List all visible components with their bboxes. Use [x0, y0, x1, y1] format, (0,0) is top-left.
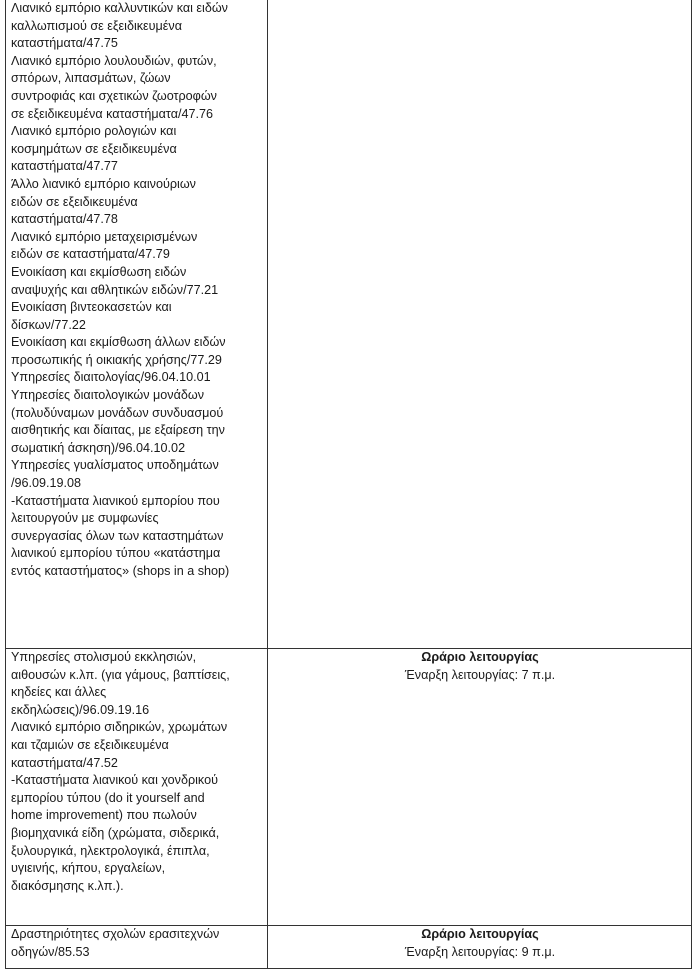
activity-line: -Καταστήματα λιανικού εμπορίου που	[11, 493, 220, 508]
activity-line: αναψυχής και αθλητικών ειδών/77.21	[11, 282, 219, 297]
hours-text: Έναρξη λειτουργίας: 7 π.μ.	[404, 667, 556, 682]
activities-cell	[6, 0, 268, 649]
activity-line: ξυλουργικά, ηλεκτρολογικά, έπιπλα,	[11, 843, 210, 858]
activity-line: κηδείες και άλλες	[11, 685, 107, 700]
activity-line: Ενοικίαση και εκμίσθωση ειδών	[11, 264, 187, 279]
hours-title: Ωράριο λειτουργίας	[421, 650, 539, 664]
activity-line: εμπορίου τύπου (do it yourself and	[11, 790, 205, 805]
activity-line: ειδών σε καταστήματα/47.79	[11, 247, 170, 262]
hours-cell	[268, 926, 692, 969]
activity-line: υγιεινής, κήπου, εργαλείων,	[11, 861, 166, 876]
activity-line: προσωπικής ή οικιακής χρήσης/77.29	[11, 352, 222, 367]
hours-cell	[268, 0, 692, 649]
hours-cell	[268, 649, 692, 926]
activity-line: Ενοικίαση και εκμίσθωση άλλων ειδών	[11, 335, 226, 350]
activity-line: Δραστηριότητες σχολών ερασιτεχνών	[11, 927, 220, 941]
activity-line: Λιανικό εμπόριο ρολογιών και	[11, 124, 177, 139]
activity-line: κοσμημάτων σε εξειδικευμένα	[11, 141, 177, 156]
activity-line: αιθουσών κ.λπ. (για γάμους, βαπτίσεις,	[11, 667, 230, 682]
activity-line: διακόσμησης κ.λπ.).	[11, 878, 124, 893]
activity-line: Υπηρεσίες διαιτολογίας/96.04.10.01	[11, 370, 211, 385]
activity-line: καλλωπισμού σε εξειδικευμένα	[11, 18, 182, 33]
activity-line: (πολυδύναμων μονάδων συνδυασμού	[11, 405, 224, 420]
activity-line: home improvement) που πωλούν	[11, 808, 197, 823]
activity-line: δίσκων/77.22	[11, 317, 86, 332]
activity-line: καταστήματα/47.75	[11, 36, 118, 51]
activity-line: σπόρων, λιπασμάτων, ζώων	[11, 71, 171, 86]
activity-line: καταστήματα/47.78	[11, 212, 118, 227]
activities-hours-table	[5, 0, 692, 969]
activity-line: βιομηχανικά είδη (χρώματα, σιδερικά,	[11, 825, 220, 840]
activity-line: Υπηρεσίες διαιτολογικών μονάδων	[11, 388, 205, 403]
activity-line: Ενοικίαση βιντεοκασετών και	[11, 300, 172, 315]
activity-line: Υπηρεσίες γυαλίσματος υποδημάτων	[11, 458, 219, 473]
activity-line: λειτουργούν με συμφωνίες	[11, 511, 159, 526]
activity-line: οδηγών/85.53	[11, 944, 90, 959]
activity-line: -Καταστήματα λιανικού και χονδρικού	[11, 773, 218, 788]
activity-line: λιανικού εμπορίου τύπου «κατάστημα	[11, 546, 221, 561]
activity-line: εκδηλώσεις)/96.09.19.16	[11, 702, 150, 717]
activity-line: ειδών σε εξειδικευμένα	[11, 194, 138, 209]
activity-line: Λιανικό εμπόριο μεταχειρισμένων	[11, 229, 198, 244]
hours-title: Ωράριο λειτουργίας	[421, 927, 539, 941]
activity-line: και τζαμιών σε εξειδικευμένα	[11, 737, 169, 752]
table-row	[6, 0, 692, 649]
table-row	[6, 926, 692, 969]
hours-text: Έναρξη λειτουργίας: 9 π.μ.	[404, 944, 556, 959]
activity-line: καταστήματα/47.52	[11, 755, 118, 770]
activity-line: Λιανικό εμπόριο σιδηρικών, χρωμάτων	[11, 720, 228, 735]
activity-line: σωματική άσκηση)/96.04.10.02	[11, 440, 186, 455]
table-row	[6, 649, 692, 926]
activity-line: εντός καταστήματος» (shops in a shop)	[11, 564, 230, 578]
activity-line: αισθητικής και δίαιτας, με εξαίρεση την	[11, 423, 225, 438]
activity-line: Υπηρεσίες στολισμού εκκλησιών,	[11, 650, 197, 664]
activity-line: σε εξειδικευμένα καταστήματα/47.76	[11, 106, 213, 121]
activity-line: Άλλο λιανικό εμπόριο καινούριων	[11, 176, 196, 191]
activity-line: /96.09.19.08	[11, 476, 82, 491]
activity-line: Λιανικό εμπόριο καλλυντικών και ειδών	[11, 1, 228, 15]
activity-line: Λιανικό εμπόριο λουλουδιών, φυτών,	[11, 53, 217, 68]
activity-line: συνεργασίας όλων των καταστημάτων	[11, 528, 224, 543]
activities-cell	[6, 649, 268, 926]
activity-line: καταστήματα/47.77	[11, 159, 118, 174]
activities-cell	[6, 926, 268, 969]
activity-line: συντροφιάς και σχετικών ζωοτροφών	[11, 88, 217, 103]
